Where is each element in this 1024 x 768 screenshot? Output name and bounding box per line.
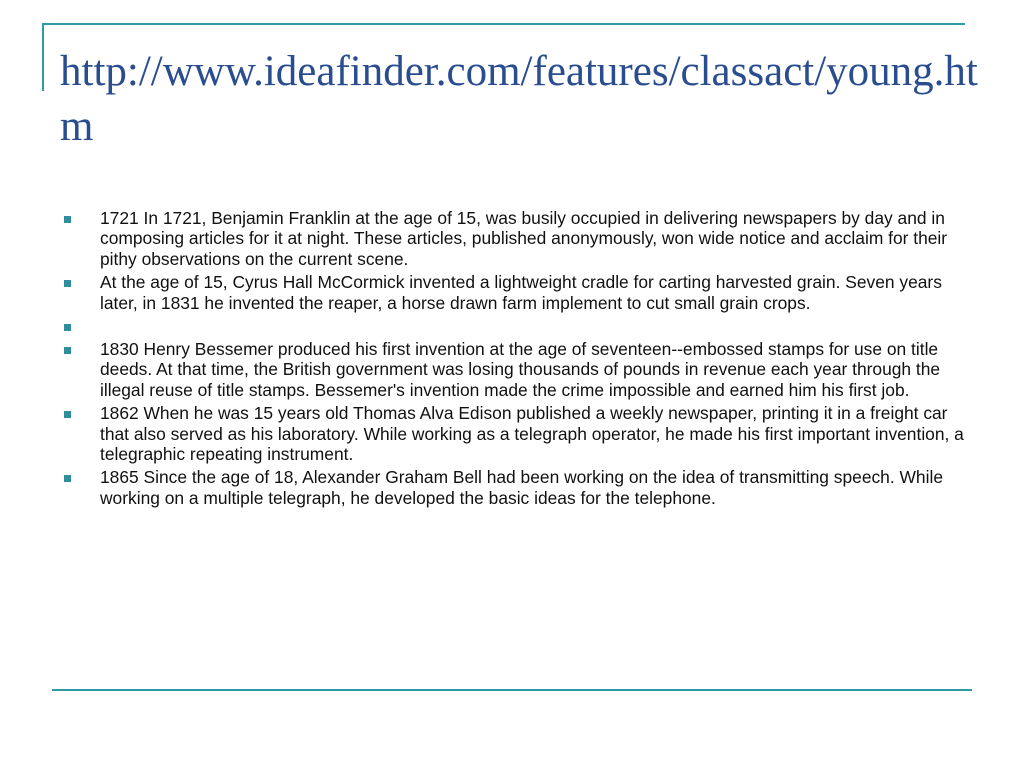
bottom-rule [52, 689, 972, 691]
left-rule [42, 23, 44, 91]
bullet-text: 1862 When he was 15 years old Thomas Alva Edison published a weekly newspaper, printing it in a freight car that also served as his laboratory. While working as a telegraph operator, he made his first important invention, a telegraphic repeating instrument. [100, 403, 964, 465]
bullet-text: At the age of 15, Cyrus Hall McCormick invented a lightweight cradle for carting harvested grain. Seven years later, in 1831 he invented the reaper, a horse drawn farm implement to cut small grain crops. [100, 272, 942, 313]
square-bullet-icon [64, 411, 71, 418]
bullet-item [64, 467, 964, 508]
bullet-item [64, 403, 964, 464]
square-bullet-icon [64, 347, 71, 354]
bullet-item [64, 272, 964, 313]
bullet-item [64, 208, 964, 269]
bullet-text: 1865 Since the age of 18, Alexander Graham Bell had been working on the idea of transmitting speech. While working on a multiple telegraph, he developed the basic ideas for the telephone. [100, 467, 944, 508]
square-bullet-icon [64, 475, 71, 482]
bullet-text: 1721 In 1721, Benjamin Franklin at the age of 15, was busily occupied in delivering newspapers by day and in composing articles for it at night. These articles, published anonymously, won wide notice and acclaim for their pithy observations on the current scene. [100, 208, 948, 269]
square-bullet-icon [64, 324, 71, 331]
bullet-text: 1830 Henry Bessemer produced his first invention at the age of seventeen--embossed stamps for use on title deeds. At that time, the British government was losing thousands of pounds in revenue each year through the illegal reuse of title stamps. Bessemer's invention made the crime impossible and earned him his first job. [100, 339, 941, 400]
top-rule [42, 23, 965, 25]
bullet-list [64, 208, 964, 511]
square-bullet-icon [64, 216, 71, 223]
square-bullet-icon [64, 280, 71, 287]
bullet-item [64, 316, 964, 336]
slide-title: http://www.ideafinder.com/features/classact/young.htm [60, 48, 978, 150]
bullet-item [64, 339, 964, 400]
